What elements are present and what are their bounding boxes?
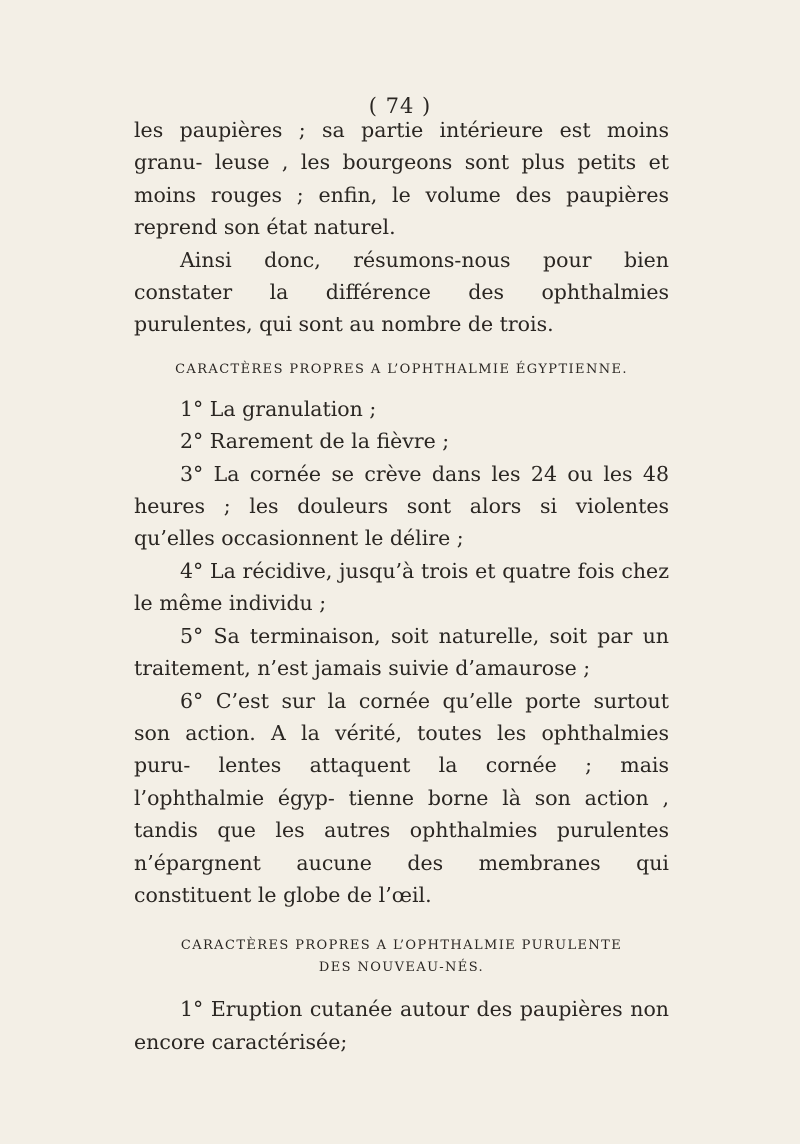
page-number: ( 74 ) — [368, 94, 432, 118]
list-item: 4° La récidive, jusqu’à trois et quatre fois chez le même individu ; — [134, 558, 669, 616]
list-item: 2° Rarement de la fièvre ; — [180, 429, 450, 454]
section-heading-egyptian: CARACTÈRES PROPRES A L’OPHTHALMIE ÉGYPTIENNE. — [175, 361, 628, 377]
paragraph-continued: les paupières ; sa partie intérieure est moins granu- leuse , les bourgeons sont plus petits et moins rouges ; enfin, le volume des paupières reprend son état naturel. — [134, 118, 669, 240]
page-body — [134, 114, 669, 1058]
list-item: 5° Sa terminaison, soit naturelle, soit par un traitement, n’est jamais suivie d’amaurose ; — [134, 623, 669, 681]
list-item: 1° La granulation ; — [180, 396, 377, 421]
list-item: 1° Eruption cutanée autour des paupières non encore caractérisée; — [134, 997, 669, 1054]
heading-line: DES NOUVEAU-NÉS. — [318, 960, 485, 976]
list-item: 3° La cornée se crève dans les 24 ou les 48 heures ; les douleurs sont alors si violentes qu’elles occasionnent le délire ; — [134, 461, 669, 551]
paragraph: Ainsi donc, résumons-nous pour bien constater la différence des ophthalmies purulentes, qui sont au nombre de trois. — [134, 247, 669, 337]
list-item: 6° C’est sur la cornée qu’elle porte surtout son action. A la vérité, toutes les ophthalmies puru- lentes attaquent la cornée ; mais l’ophthalmie égyp- tienne borne là son action , tandis que les autres ophthalmies purulentes n’épargnent aucune des membranes qui constituent le globe de l’œil. — [134, 688, 669, 907]
section-heading-newborns — [134, 935, 669, 979]
heading-line: CARACTÈRES PROPRES A L’OPHTHALMIE PURULENTE — [180, 938, 623, 954]
